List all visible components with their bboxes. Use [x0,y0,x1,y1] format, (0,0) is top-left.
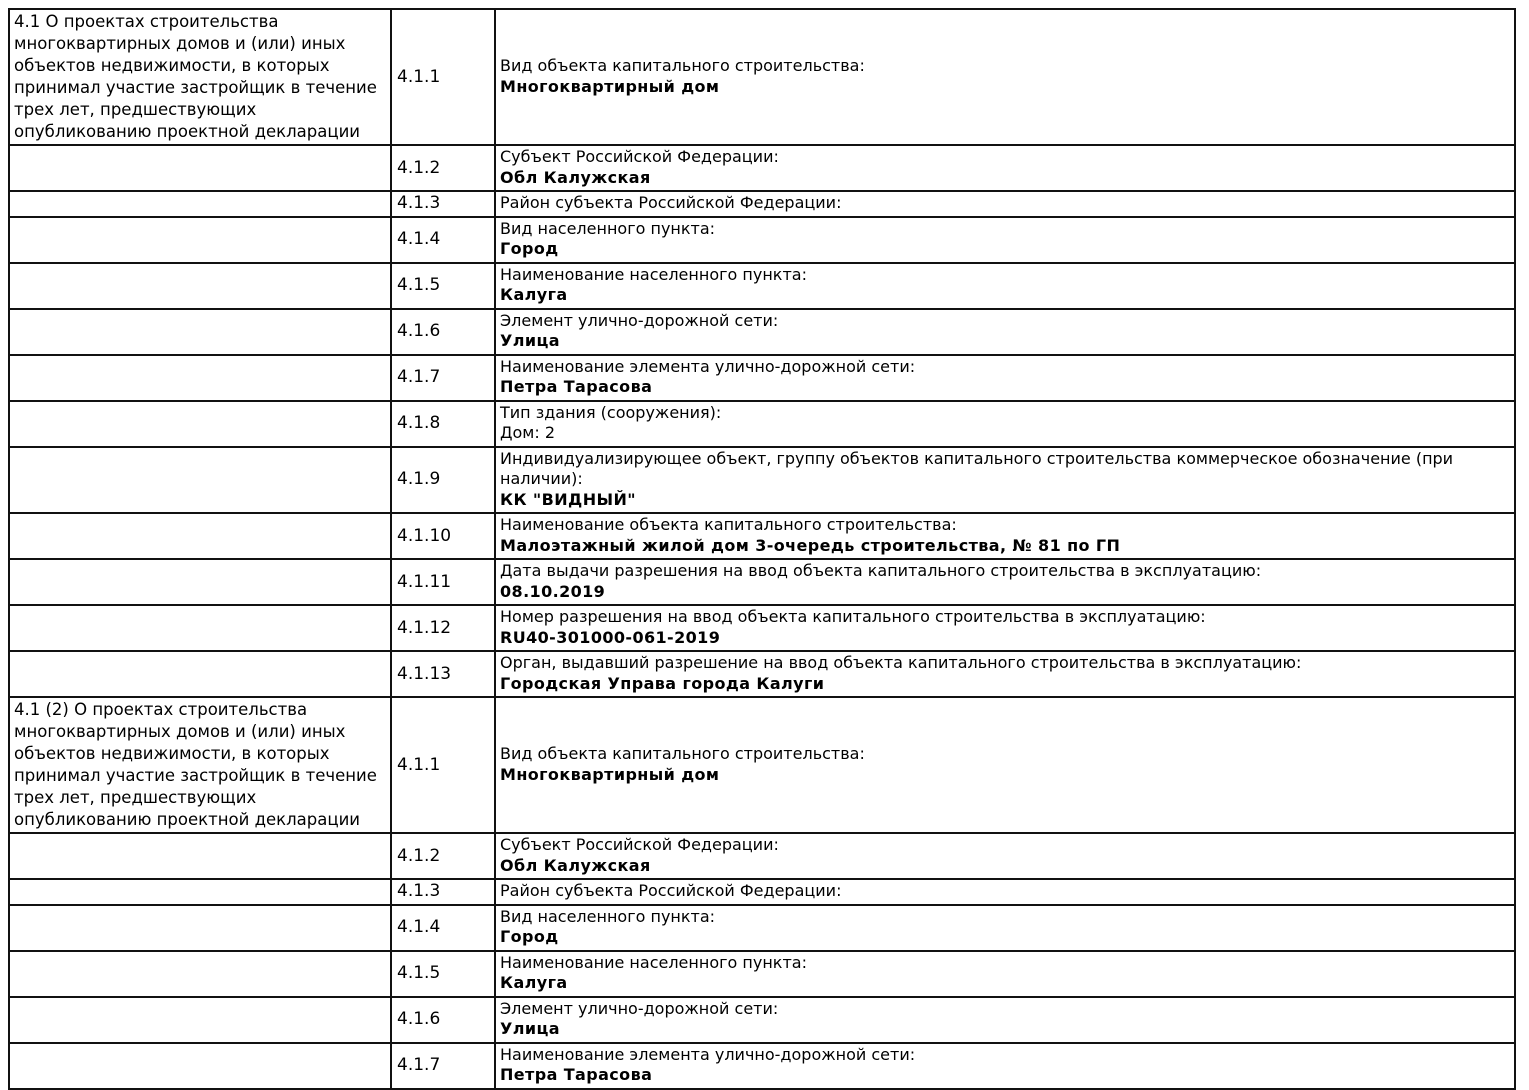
field-label: Наименование элемента улично-дорожной сети: [500,1044,916,1064]
section-description-empty-cell [9,355,391,401]
section-description: 4.1 (2) О проектах строительства многоквартирных домов и (или) иных объектов недвижимости, в которых принимал участие застройщик в течение трех лет, предшествующих опубликованию проектной декларации [9,697,391,833]
row-content [495,697,1515,833]
table-row [9,9,1515,145]
row-number: 4.1.13 [391,651,495,697]
field-value: 08.10.2019 [500,581,606,601]
row-content [495,309,1515,355]
row-content [495,263,1515,309]
row-content [495,447,1515,514]
row-content [495,355,1515,401]
row-content [495,513,1515,559]
field-label: Номер разрешения на ввод объекта капитального строительства в эксплуатацию: [500,607,1206,626]
row-number: 4.1.12 [391,605,495,651]
section-description-empty-cell [9,217,391,263]
table-row [9,447,1515,514]
table-row [9,309,1515,355]
field-value: Малоэтажный жилой дом 3-очередь строительства, № 81 по ГП [500,535,1121,555]
field-value: RU40-301000-061-2019 [500,627,721,647]
field-label: Элемент улично-дорожной сети: [500,310,779,330]
table-row [9,997,1515,1043]
row-number: 4.1.7 [391,355,495,401]
row-content [495,905,1515,951]
row-number: 4.1.3 [391,191,495,217]
field-label: Элемент улично-дорожной сети: [500,998,779,1018]
table-row [9,605,1515,651]
field-value: Дом: 2 [500,423,556,442]
row-number: 4.1.10 [391,513,495,559]
section-description-empty-cell [9,447,391,514]
table-row [9,905,1515,951]
field-value: КК "ВИДНЫЙ" [500,489,636,509]
table-row [9,951,1515,997]
field-value: Многоквартирный дом [500,76,720,96]
table-row [9,697,1515,833]
section-description-empty-cell [9,879,391,905]
field-value: Обл Калужская [500,167,651,187]
row-number: 4.1.11 [391,559,495,605]
row-content [495,9,1515,145]
field-label: Наименование населенного пункта: [500,264,807,284]
section-description-empty-cell [9,651,391,697]
field-label: Вид населенного пункта: [500,906,716,926]
section-description-empty-cell [9,191,391,217]
row-number: 4.1.6 [391,997,495,1043]
field-label: Наименование населенного пункта: [500,952,807,972]
row-content [495,951,1515,997]
row-number: 4.1.1 [391,697,495,833]
row-number: 4.1.4 [391,905,495,951]
table-row [9,833,1515,879]
row-content [495,191,1515,217]
table-row [9,1043,1515,1089]
section-description-empty-cell [9,951,391,997]
row-number: 4.1.9 [391,447,495,514]
section-description-empty-cell [9,997,391,1043]
project-declaration-table [8,8,1516,1090]
field-value: Город [500,239,559,258]
field-label: Вид объекта капитального строительства: [500,744,865,763]
section-description-empty-cell [9,905,391,951]
field-label: Индивидуализирующее объект, группу объектов капитального строительства коммерческое обозначение (при наличии): [500,448,1454,488]
row-content [495,879,1515,905]
table-row [9,879,1515,905]
field-value: Многоквартирный дом [500,764,720,784]
table-row [9,401,1515,447]
section-description-empty-cell [9,309,391,355]
row-content [495,997,1515,1043]
table-row [9,651,1515,697]
field-label: Район субъекта Российской Федерации: [500,193,842,212]
section-description-empty-cell [9,145,391,191]
table-row [9,513,1515,559]
row-content [495,217,1515,263]
section-description-empty-cell [9,605,391,651]
field-label: Субъект Российской Федерации: [500,147,779,166]
table-body [9,9,1515,1089]
row-content [495,833,1515,879]
row-number: 4.1.8 [391,401,495,447]
row-number: 4.1.2 [391,833,495,879]
field-value: Петра Тарасова [500,1065,653,1084]
table-row [9,191,1515,217]
table-row [9,145,1515,191]
row-content [495,651,1515,697]
table-row [9,559,1515,605]
row-number: 4.1.6 [391,309,495,355]
field-label: Наименование элемента улично-дорожной сети: [500,356,916,376]
row-content [495,1043,1515,1089]
row-number: 4.1.1 [391,9,495,145]
field-label: Субъект Российской Федерации: [500,835,779,854]
field-label: Наименование объекта капитального строительства: [500,515,957,534]
field-value: Улица [500,331,560,350]
row-number: 4.1.2 [391,145,495,191]
row-number: 4.1.5 [391,951,495,997]
field-label: Тип здания (сооружения): [500,402,722,422]
row-number: 4.1.4 [391,217,495,263]
field-value: Город [500,927,559,946]
table-row [9,263,1515,309]
section-description-empty-cell [9,401,391,447]
row-number: 4.1.5 [391,263,495,309]
field-label: Район субъекта Российской Федерации: [500,881,842,900]
row-content [495,559,1515,605]
field-value: Улица [500,1019,560,1038]
section-description-empty-cell [9,1043,391,1089]
field-label: Дата выдачи разрешения на ввод объекта капитального строительства в эксплуатацию: [500,561,1262,580]
field-label: Вид объекта капитального строительства: [500,56,865,75]
row-content [495,605,1515,651]
section-description-empty-cell [9,263,391,309]
row-content [495,145,1515,191]
section-description: 4.1 О проектах строительства многоквартирных домов и (или) иных объектов недвижимости, в которых принимал участие застройщик в течение трех лет, предшествующих опубликованию проектной декларации [9,9,391,145]
row-content [495,401,1515,447]
field-label: Вид населенного пункта: [500,218,716,238]
section-description-empty-cell [9,513,391,559]
field-value: Калуга [500,285,568,304]
field-value: Петра Тарасова [500,377,653,396]
table-row [9,355,1515,401]
section-description-empty-cell [9,559,391,605]
field-label: Орган, выдавший разрешение на ввод объекта капитального строительства в эксплуатацию: [500,653,1302,672]
field-value: Городская Управа города Калуги [500,673,825,693]
row-number: 4.1.7 [391,1043,495,1089]
table-row [9,217,1515,263]
section-description-empty-cell [9,833,391,879]
field-value: Обл Калужская [500,855,651,875]
row-number: 4.1.3 [391,879,495,905]
field-value: Калуга [500,973,568,992]
